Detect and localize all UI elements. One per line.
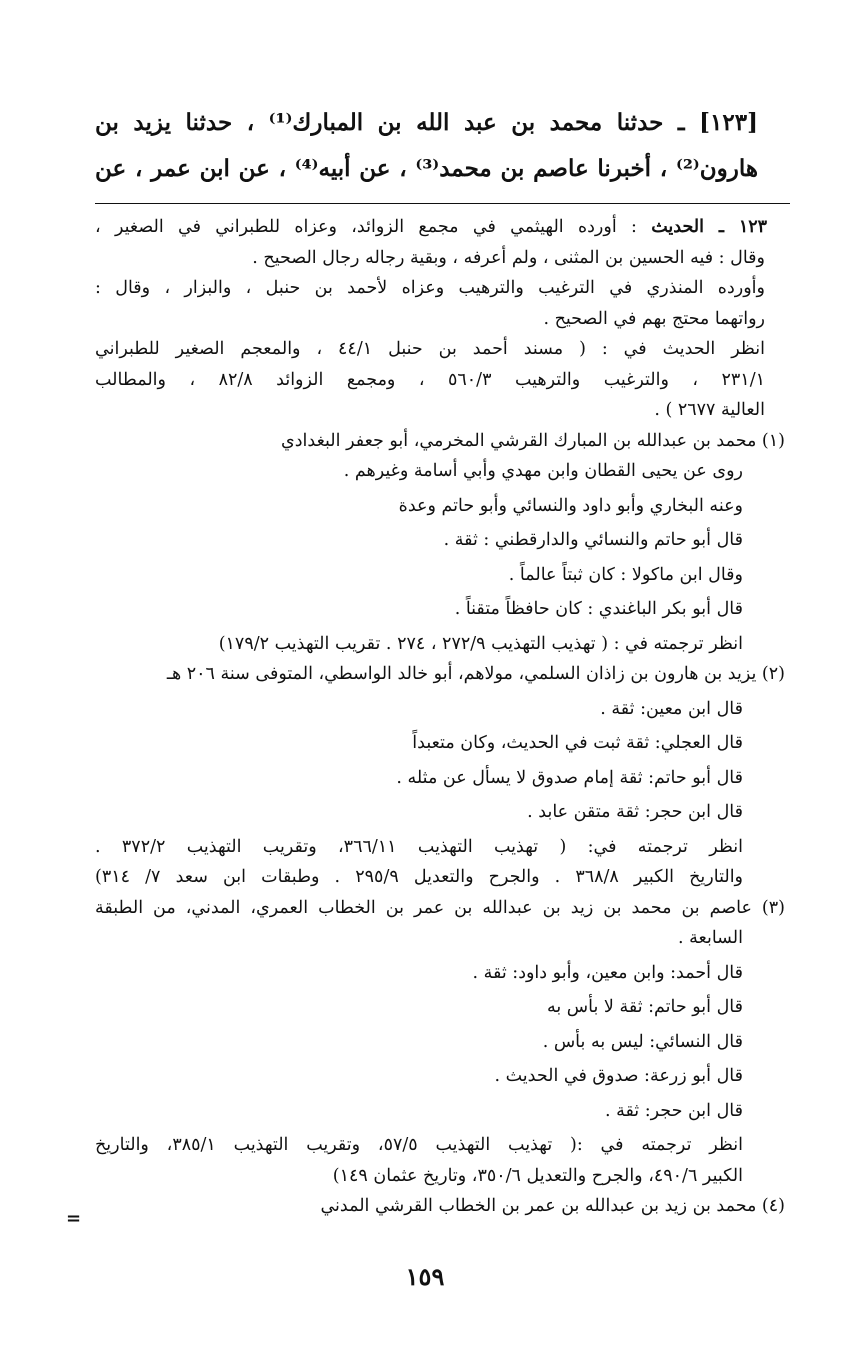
footnote-line: قال أبو زرعة: صدوق في الحديث .: [494, 1066, 743, 1086]
footnote-line: (٢) يزيد بن هارون بن زاذان السلمي، مولاهم، أبو خالد الواسطي، المتوفى سنة ٢٠٦ هـ: [166, 664, 785, 684]
footnote-line: (٤) محمد بن زيد بن عبدالله بن عمر بن الخطاب القرشي المدني: [320, 1196, 785, 1216]
footnote-line: السابعة .: [678, 928, 743, 948]
footnote-line: انظر ترجمته في : ( تهذيب التهذيب ٢٧٢/٩ ، ٢٧٤ . تقريب التهذيب ١٧٩/٢): [218, 633, 743, 654]
footnote-4: [95, 1191, 785, 1222]
main-text-line: هارون⁽²⁾ ، أخبرنا عاصم بن محمد⁽³⁾ ، عن أبيه⁽⁴⁾ ، عن ابن عمر ، عن: [95, 155, 758, 182]
footnote-3: [95, 893, 785, 1192]
footnote-line: قال ابن حجر: ثقة .: [604, 1100, 743, 1121]
note-line: وأورده المنذري في الترغيب والترهيب وعزاه لأحمد بن حنبل ، والبزار ، وقال :: [95, 278, 765, 298]
footnote-line: قال أحمد: وابن معين، وأبو داود: ثقة .: [472, 962, 743, 983]
main-text-line: [١٢٣] ـ حدثنا محمد بن عبد الله بن المبارك⁽¹⁾ ، حدثنا يزيد بن: [95, 109, 758, 136]
note-line: [95, 212, 785, 243]
note-line: انظر الحديث في : ( مسند أحمد بن حنبل ٤٤/١ ، والمعجم الصغير للطبراني: [95, 339, 765, 359]
footnote-line: قال أبو حاتم: ثقة إمام صدوق لا يسأل عن مثله .: [396, 767, 743, 788]
footnote-2: [95, 659, 785, 893]
footnote-line: قال النسائي: ليس به بأس .: [542, 1031, 743, 1052]
footnote-line: قال العجلي: ثقة ثبت في الحديث، وكان متعبداً: [412, 733, 743, 753]
footnote-line: قال أبو حاتم والنسائي والدارقطني : ثقة .: [443, 530, 743, 550]
footnote-line: قال أبو بكر الباغندي : كان حافظاً متقناً .: [454, 599, 743, 619]
footnote-line: وقال ابن ماكولا : كان ثبتاً عالماً .: [508, 564, 743, 585]
continuation-mark: =: [66, 1208, 82, 1229]
footnote-separator: [95, 203, 790, 204]
footnotes: [95, 212, 785, 1222]
footnote-line: قال ابن حجر: ثقة متقن عابد .: [527, 802, 743, 822]
footnote-line: روى عن يحيى القطان وابن مهدي وأبي أسامة وغيرهم .: [343, 461, 743, 481]
footnote-line: قال أبو حاتم: ثقة لا بأس به: [546, 997, 743, 1017]
note-line: ٢٣١/١ ، والترغيب والترهيب ٥٦٠/٣ ، ومجمع الزوائد ٨٢/٨ ، والمطالب: [95, 369, 765, 390]
note-line: وقال : فيه الحسين بن المثنى ، ولم أعرفه ، وبقية رجاله رجال الصحيح .: [252, 247, 765, 268]
note-heading: ١٢٣ ـ الحديث: [651, 217, 768, 237]
note-text: : أورده الهيثمي في مجمع الزوائد، وعزاه للطبراني في الصغير ،: [95, 217, 637, 237]
note-line: العالية ٢٦٧٧ ) .: [654, 400, 765, 420]
footnote-line: قال ابن معين: ثقة .: [600, 698, 743, 719]
footnote-line: (٣) عاصم بن محمد بن زيد بن عبدالله بن عمر بن الخطاب العمري، المدني، من الطبقة: [95, 897, 785, 918]
footnote-line: انظر ترجمته في :( تهذيب التهذيب ٥٧/٥، وتقريب التهذيب ٣٨٥/١، والتاريخ: [95, 1135, 743, 1155]
footnote-line: وعنه البخاري وأبو داود والنسائي وأبو حاتم وعدة: [398, 495, 743, 516]
footnote-1: [95, 426, 785, 660]
footnote-line: (١) محمد بن عبدالله بن المبارك القرشي المخرمي، أبو جعفر البغدادي: [281, 430, 785, 451]
footnote-line: والتاريخ الكبير ٣٦٨/٨ . والجرح والتعديل ٢٩٥/٩ . وطبقات ابن سعد ٧/ ٣١٤): [95, 867, 744, 887]
footnote-line: انظر ترجمته في: ( تهذيب التهذيب ٣٦٦/١١، وتقريب التهذيب ٣٧٢/٢ .: [95, 836, 743, 857]
hadith-note: [95, 212, 785, 426]
note-line: رواتهما محتج بهم في الصحيح .: [543, 308, 765, 329]
page-number: ١٥٩: [405, 1262, 445, 1291]
main-text: [95, 100, 758, 192]
footnote-line: الكبير ٤٩٠/٦، والجرح والتعديل ٣٥٠/٦، وتاريخ عثمان ١٤٩): [332, 1165, 743, 1186]
